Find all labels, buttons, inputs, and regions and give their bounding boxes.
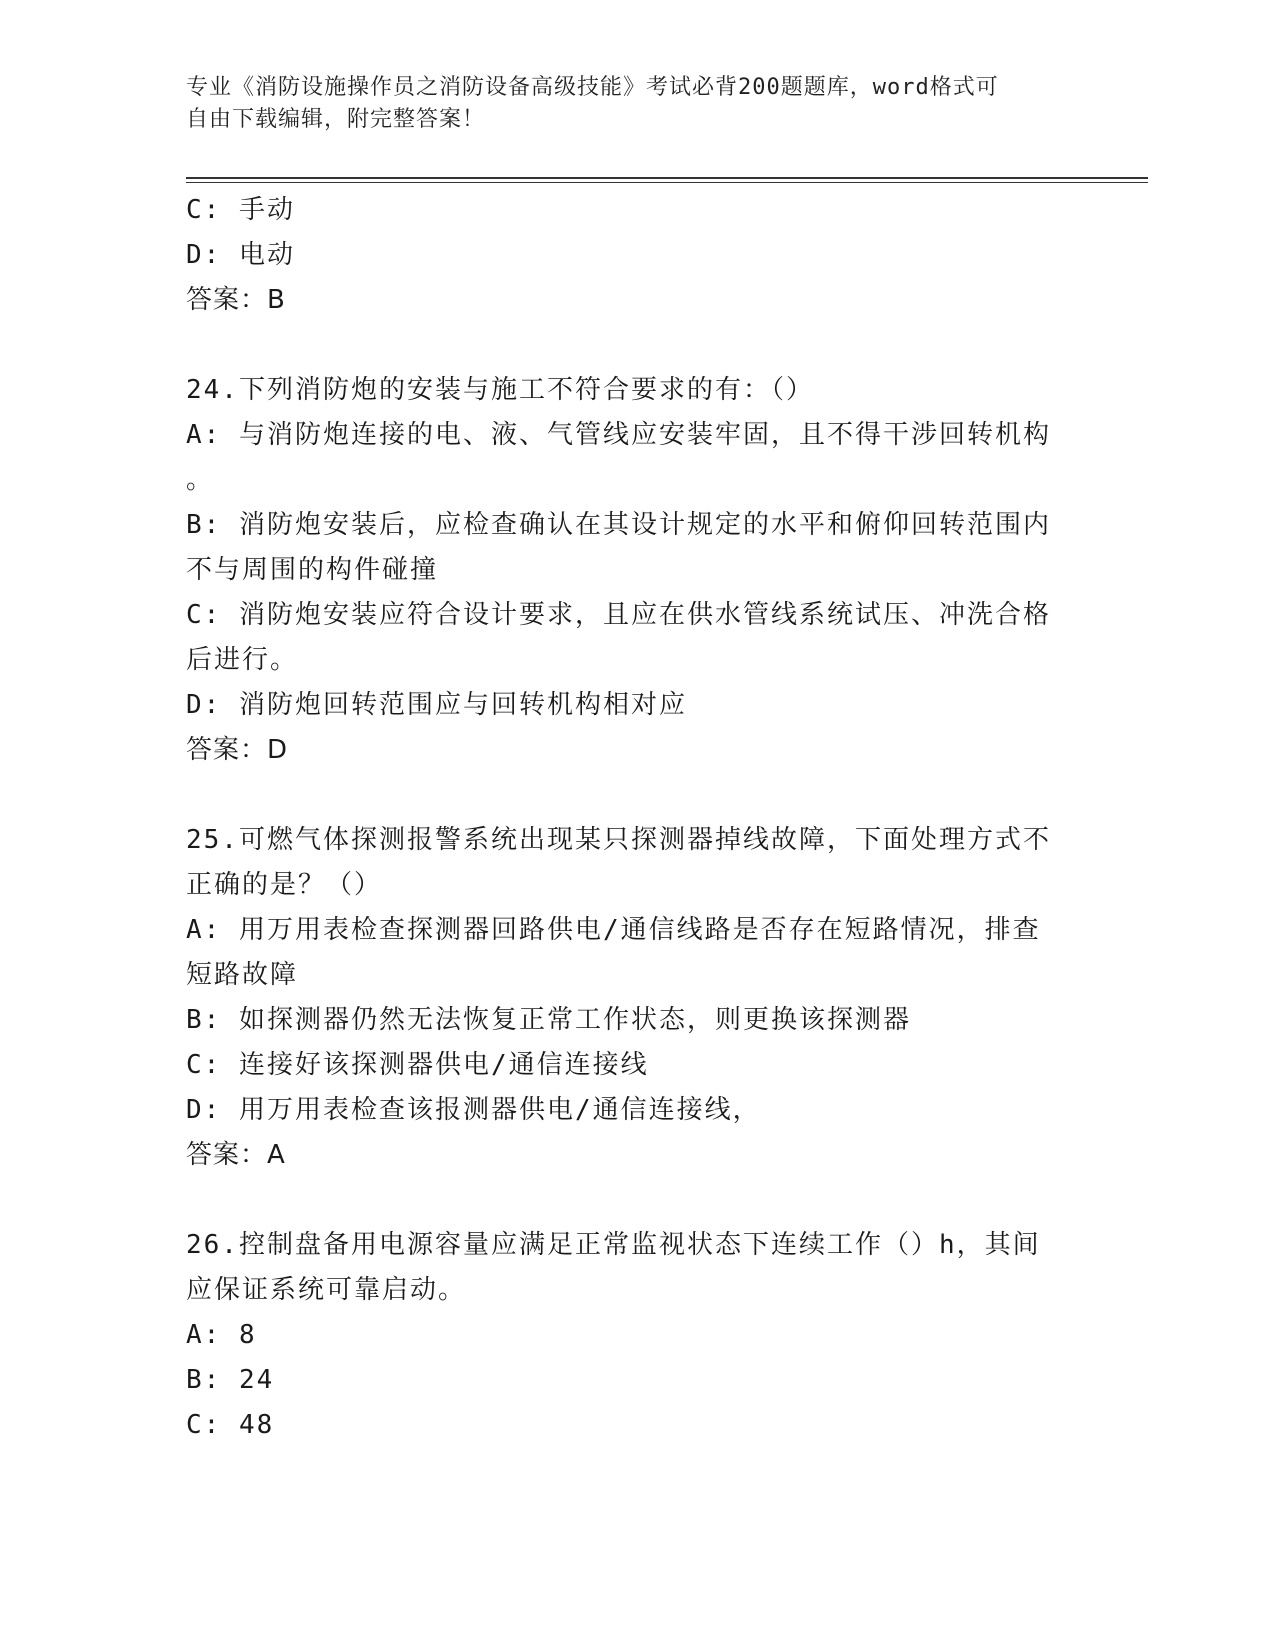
q24-answer: 答案：D xyxy=(186,735,289,765)
spacer xyxy=(186,323,1086,368)
header-line-2: 自由下载编辑，附完整答案！ xyxy=(186,107,486,132)
q25-answer: 答案：A xyxy=(186,1140,286,1170)
question-content xyxy=(186,188,1086,1448)
q25-option-d: D: 用万用表检查该报测器供电/通信连接线， xyxy=(186,1095,761,1125)
spacer xyxy=(186,773,1086,818)
q26-stem-line2: 应保证系统可靠启动。 xyxy=(186,1275,467,1305)
q25-stem-line2: 正确的是？（） xyxy=(186,870,383,900)
header-divider-thick xyxy=(186,177,1148,179)
header-line-1: 专业《消防设施操作员之消防设备高级技能》考试必背200题题库，word格式可 xyxy=(186,75,999,100)
q25-option-b: B: 如探测器仍然无法恢复正常工作状态，则更换该探测器 xyxy=(186,1005,911,1035)
q26-option-c: C: 48 xyxy=(186,1410,275,1440)
q24-option-b-line1: B: 消防炮安装后，应检查确认在其设计规定的水平和俯仰回转范围内 xyxy=(186,510,1051,540)
q24-option-b-line2: 不与周围的构件碰撞 xyxy=(186,555,439,585)
q24-stem: 24.下列消防炮的安装与施工不符合要求的有：（） xyxy=(186,375,814,405)
q24-option-a-line1: A: 与消防炮连接的电、液、气管线应安装牢固，且不得干涉回转机构 xyxy=(186,420,1051,450)
q25-stem-line1: 25.可燃气体探测报警系统出现某只探测器掉线故障，下面处理方式不 xyxy=(186,825,1051,855)
q23-answer: 答案：B xyxy=(186,285,286,315)
q25-option-a-line1: A: 用万用表检查探测器回路供电/通信线路是否存在短路情况，排查 xyxy=(186,915,1041,945)
q24-option-d: D: 消防炮回转范围应与回转机构相对应 xyxy=(186,690,687,720)
header-divider-thin xyxy=(186,182,1148,183)
q23-option-c: C: 手动 xyxy=(186,195,295,225)
q24-option-c-line1: C: 消防炮安装应符合设计要求，且应在供水管线系统试压、冲洗合格 xyxy=(186,600,1051,630)
q26-option-a: A: 8 xyxy=(186,1320,257,1350)
q24-option-c-line2: 后进行。 xyxy=(186,645,299,675)
spacer xyxy=(186,1178,1086,1223)
q26-stem-line1: 26.控制盘备用电源容量应满足正常监视状态下连续工作（）h，其间 xyxy=(186,1230,1041,1260)
document-header xyxy=(186,72,1066,136)
q26-option-b: B: 24 xyxy=(186,1365,275,1395)
q25-option-c: C: 连接好该探测器供电/通信连接线 xyxy=(186,1050,649,1080)
q24-option-a-line2: 。 xyxy=(186,465,215,495)
q23-option-d: D: 电动 xyxy=(186,240,295,270)
q25-option-a-line2: 短路故障 xyxy=(186,960,299,990)
